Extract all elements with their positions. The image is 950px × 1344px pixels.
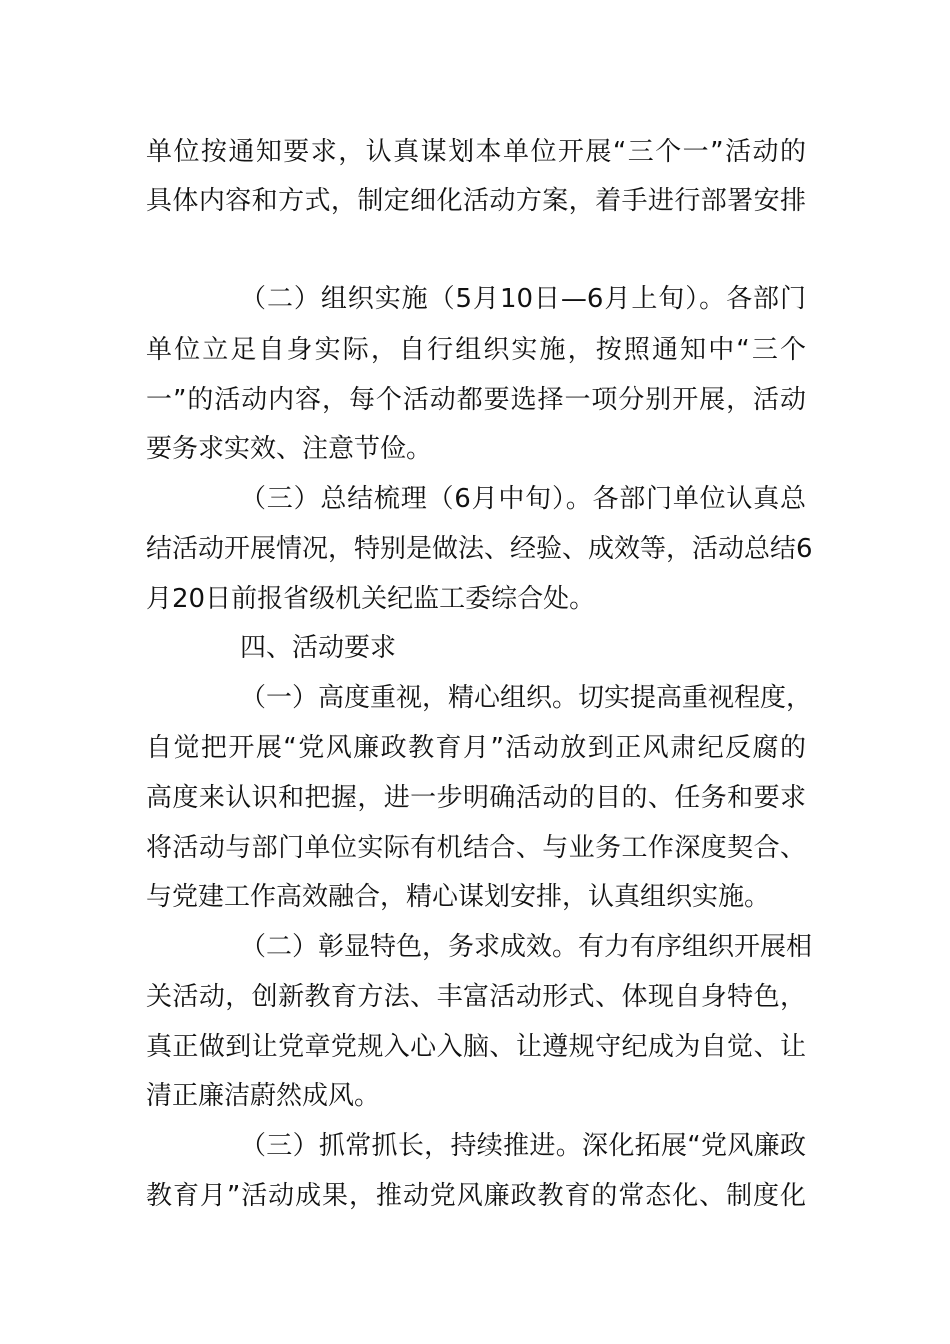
text-line: 要务求实效、注意节俭。 (146, 434, 433, 464)
section-heading: （一）高度重视，精心组织。切实提高重视程度， (240, 683, 813, 713)
text-line: 一”的活动内容，每个活动都要选择一项分别开展，活动 (146, 385, 806, 415)
text-line: 自觉把开展“党风廉政教育月”活动放到正风肃纪反腐的 (146, 733, 806, 763)
text-line: 结活动开展情况，特别是做法、经验、成效等，活动总结6 (146, 534, 813, 564)
text-line: 月20日前报省级机关纪监工委综合处。 (146, 584, 596, 614)
text-line: 单位按通知要求，认真谋划本单位开展“三个一”活动的 (146, 137, 806, 167)
text-line: 清正廉洁蔚然成风。 (146, 1081, 381, 1111)
section-heading: （二）组织实施（5月10日—6月上旬）。各部门 (240, 284, 806, 314)
text-line: 教育月”活动成果，推动党风廉政教育的常态化、制度化 (146, 1181, 806, 1211)
section-heading: （三）总结梳理（6月中旬）。各部门单位认真总 (240, 484, 806, 514)
text-line: 关活动，创新教育方法、丰富活动形式、体现自身特色， (146, 982, 806, 1012)
section-heading: （二）彰显特色，务求成效。有力有序组织开展相 (240, 932, 813, 962)
section-title: 四、活动要求 (240, 633, 397, 663)
text-line: 真正做到让党章党规入心入脑、让遵规守纪成为自觉、让 (146, 1032, 806, 1062)
text-line: 具体内容和方式，制定细化活动方案，着手进行部署安排 (146, 186, 806, 216)
text-line: 单位立足自身实际，自行组织实施，按照通知中“三个 (146, 335, 806, 365)
text-line: 高度来认识和把握，进一步明确活动的目的、任务和要求 (146, 783, 806, 813)
text-line: 将活动与部门单位实际有机结合、与业务工作深度契合、 (146, 833, 806, 863)
text-line: 与党建工作高效融合，精心谋划安排，认真组织实施。 (146, 882, 771, 912)
section-heading: （三）抓常抓长，持续推进。深化拓展“党风廉政 (240, 1131, 806, 1161)
